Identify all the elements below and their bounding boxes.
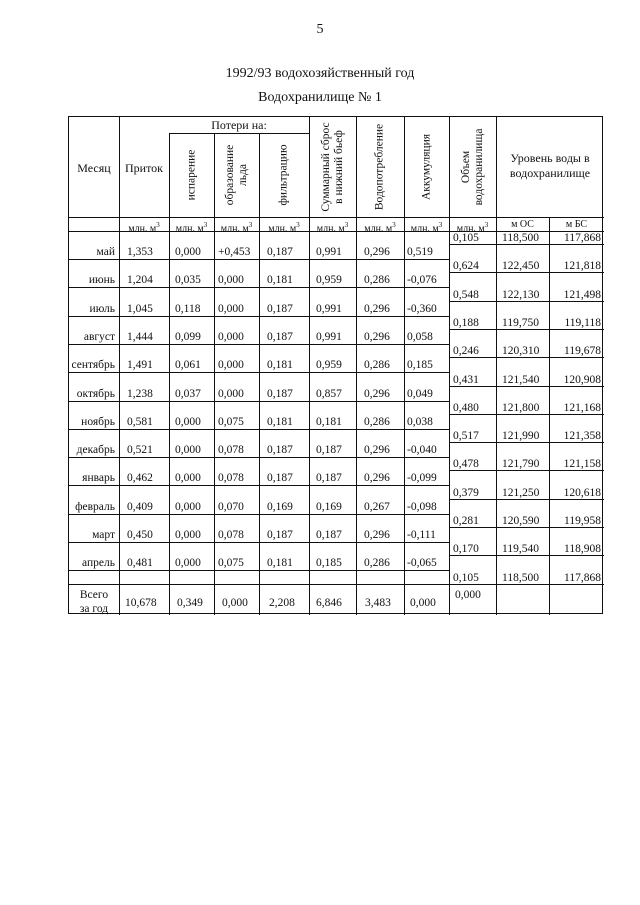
level-bs-cell: 119,958 — [564, 515, 601, 527]
document-subtitle: 1992/93 водохозяйственный год — [225, 66, 415, 81]
water-use-cell: 0,296 — [364, 331, 390, 343]
volume-cell: 0,105 — [453, 572, 479, 584]
volume-cell: 0,246 — [453, 345, 479, 357]
level-os-cell: 122,130 — [502, 289, 540, 301]
table-total-line — [69, 584, 604, 585]
inflow-cell: 0,581 — [127, 416, 153, 428]
level-bs-cell: 118,908 — [564, 543, 601, 555]
header-filtration: фильтрацию — [277, 144, 290, 206]
volume-cell: 0,548 — [453, 289, 479, 301]
water-use-cell: 0,286 — [364, 416, 390, 428]
table-row-line — [69, 429, 449, 430]
volume-cell: 0,281 — [453, 515, 479, 527]
inflow-cell: 1,238 — [127, 388, 153, 400]
month-name: декабрь — [76, 444, 115, 456]
discharge-cell: 0,185 — [316, 557, 342, 569]
level-os-cell: 119,540 — [502, 543, 539, 555]
ice-formation-cell: 0,075 — [218, 416, 244, 428]
accumulation-cell: -0,098 — [407, 501, 437, 513]
evaporation-cell: 0,037 — [175, 388, 201, 400]
accumulation-cell: -0,099 — [407, 472, 437, 484]
total-label: Всего за год — [79, 589, 109, 615]
evaporation-cell: 0,061 — [175, 359, 201, 371]
unit-label: млн. $м^3$ — [268, 221, 300, 235]
month-name: июль — [89, 303, 115, 315]
level-bs-cell: 119,678 — [564, 345, 601, 357]
evaporation-cell: 0,000 — [175, 529, 201, 541]
evaporation-cell: 0,035 — [175, 274, 201, 286]
inflow-cell: 0,521 — [127, 444, 153, 456]
accumulation-cell: 0,049 — [407, 388, 433, 400]
level-os-cell: 120,310 — [502, 345, 540, 357]
unit-label: млн. $м^3$ — [364, 221, 396, 235]
header-discharge: Суммарный сброс в нижний бьеф — [319, 122, 345, 212]
table-row-line — [69, 570, 449, 571]
table-row-line — [69, 316, 449, 317]
discharge-cell: 0,857 — [316, 388, 342, 400]
ice-formation-cell: 0,078 — [218, 529, 244, 541]
inflow-cell: 1,491 — [127, 359, 153, 371]
total-evaporation: 0,349 — [177, 597, 203, 609]
filtration-cell: 0,181 — [267, 359, 293, 371]
unit-m-os: м ОС — [511, 219, 534, 230]
total-accumulation: 0,000 — [410, 597, 436, 609]
month-name: апрель — [82, 557, 115, 569]
volume-cell: 0,431 — [453, 374, 479, 386]
filtration-cell: 0,181 — [267, 557, 293, 569]
inflow-cell: 1,204 — [127, 274, 153, 286]
ice-formation-cell: 0,000 — [218, 274, 244, 286]
filtration-cell: 0,187 — [267, 472, 293, 484]
filtration-cell: 0,187 — [267, 388, 293, 400]
inflow-cell: 0,462 — [127, 472, 153, 484]
table-row-line — [69, 344, 449, 345]
volume-cell: 0,379 — [453, 487, 479, 499]
inflow-cell: 1,353 — [127, 246, 153, 258]
level-bs-cell: 121,818 — [563, 260, 601, 272]
month-name: ноябрь — [81, 416, 115, 428]
level-bs-cell: 120,618 — [563, 487, 601, 499]
unit-label: млн. $м^3$ — [128, 221, 160, 235]
accumulation-cell: -0,076 — [407, 274, 437, 286]
unit-label: млн. $м^3$ — [456, 221, 489, 235]
inflow-cell: 0,409 — [127, 501, 153, 513]
evaporation-cell: 0,000 — [175, 557, 201, 569]
level-bs-cell: 121,168 — [563, 402, 601, 414]
table-row-line — [69, 457, 449, 458]
water-use-cell: 0,296 — [364, 303, 390, 315]
evaporation-cell: 0,000 — [175, 444, 201, 456]
table-col-line — [404, 117, 405, 615]
filtration-cell: 0,187 — [267, 529, 293, 541]
evaporation-cell: 0,000 — [175, 472, 201, 484]
water-use-cell: 0,286 — [364, 557, 390, 569]
header-ice-formation: образование льда — [223, 144, 249, 206]
unit-label: млн. $м^3$ — [410, 221, 443, 235]
accumulation-cell: -0,065 — [407, 557, 437, 569]
header-month: Месяц — [77, 161, 111, 175]
accumulation-cell: 0,185 — [407, 359, 433, 371]
table-row-line — [69, 372, 449, 373]
volume-cell: 0,480 — [453, 402, 479, 414]
water-use-cell: 0,296 — [364, 246, 390, 258]
total-ice-formation: 0,000 — [222, 597, 248, 609]
total-volume: 0,000 — [455, 589, 481, 601]
discharge-cell: 0,187 — [316, 529, 342, 541]
level-os-cell: 121,250 — [502, 487, 540, 499]
level-bs-cell: 121,158 — [563, 458, 601, 470]
unit-label: млн. $м^3$ — [220, 221, 253, 235]
discharge-cell: 0,959 — [316, 359, 342, 371]
evaporation-cell: 0,000 — [175, 416, 201, 428]
total-discharge: 6,846 — [316, 597, 342, 609]
level-os-cell: 121,990 — [502, 430, 540, 442]
inflow-cell: 1,444 — [127, 331, 153, 343]
ice-formation-cell: 0,000 — [218, 331, 244, 343]
level-os-cell: 120,590 — [502, 515, 540, 527]
volume-cell: 0,517 — [453, 430, 479, 442]
level-os-cell: 121,790 — [502, 458, 540, 470]
discharge-cell: 0,187 — [316, 444, 342, 456]
table-col-line — [309, 117, 310, 615]
month-name: июнь — [88, 274, 115, 286]
page-number: 5 — [316, 22, 324, 37]
water-use-cell: 0,296 — [364, 529, 390, 541]
accumulation-cell: -0,040 — [407, 444, 437, 456]
level-bs-cell: 119,118 — [564, 317, 601, 329]
filtration-cell: 0,187 — [267, 246, 293, 258]
table-row-line — [69, 259, 449, 260]
table-row-line — [69, 485, 449, 486]
table-row-line — [69, 542, 449, 543]
header-losses-group: Потери на: — [211, 118, 267, 132]
volume-cell: 0,105 — [453, 232, 479, 244]
level-os-cell: 119,750 — [502, 317, 539, 329]
water-use-cell: 0,296 — [364, 472, 390, 484]
water-use-cell: 0,296 — [364, 388, 390, 400]
inflow-cell: 0,481 — [127, 557, 153, 569]
filtration-cell: 0,187 — [267, 331, 293, 343]
accumulation-cell: -0,360 — [407, 303, 437, 315]
water-use-cell: 0,286 — [364, 274, 390, 286]
table-col-line — [356, 117, 357, 615]
ice-formation-cell: 0,075 — [218, 557, 244, 569]
unit-label: млн. $м^3$ — [316, 221, 349, 235]
accumulation-cell: 0,519 — [407, 246, 433, 258]
ice-formation-cell: +0,453 — [218, 246, 251, 258]
accumulation-cell: 0,058 — [407, 331, 433, 343]
header-water-use: Водопотребление — [373, 123, 386, 211]
discharge-cell: 0,187 — [316, 472, 342, 484]
ice-formation-cell: 0,000 — [218, 303, 244, 315]
water-balance-table — [68, 116, 603, 614]
inflow-cell: 1,045 — [127, 303, 153, 315]
header-inflow: Приток — [124, 161, 163, 175]
accumulation-cell: 0,038 — [407, 416, 433, 428]
ice-formation-cell: 0,070 — [218, 501, 244, 513]
discharge-cell: 0,181 — [316, 416, 342, 428]
table-row-line — [69, 287, 449, 288]
reservoir-title: Водохранилище № 1 — [258, 90, 382, 105]
level-os-cell: 118,500 — [502, 572, 539, 584]
month-name: январь — [82, 472, 115, 484]
table-row-line — [69, 401, 449, 402]
discharge-cell: 0,991 — [316, 331, 342, 343]
level-os-cell: 118,500 — [502, 232, 539, 244]
month-name: октябрь — [76, 388, 115, 400]
month-name: май — [96, 246, 115, 258]
filtration-cell: 0,181 — [267, 416, 293, 428]
volume-cell: 0,624 — [453, 260, 479, 272]
total-inflow: 10,678 — [125, 597, 157, 609]
water-use-cell: 0,267 — [364, 501, 390, 513]
inflow-cell: 0,450 — [127, 529, 153, 541]
filtration-cell: 0,187 — [267, 303, 293, 315]
evaporation-cell: 0,000 — [175, 246, 201, 258]
table-col-line — [449, 117, 450, 615]
water-use-cell: 0,296 — [364, 444, 390, 456]
header-accumulation: Аккумуляция — [420, 133, 432, 201]
level-bs-cell: 121,498 — [563, 289, 601, 301]
volume-cell: 0,188 — [453, 317, 479, 329]
table-col-line — [119, 117, 120, 615]
level-os-cell: 121,540 — [502, 374, 540, 386]
level-bs-cell: 120,908 — [563, 374, 601, 386]
ice-formation-cell: 0,078 — [218, 472, 244, 484]
level-bs-cell: 121,358 — [563, 430, 601, 442]
ice-formation-cell: 0,000 — [218, 388, 244, 400]
filtration-cell: 0,187 — [267, 444, 293, 456]
evaporation-cell: 0,099 — [175, 331, 201, 343]
unit-label: млн. $м^3$ — [175, 221, 208, 235]
discharge-cell: 0,169 — [316, 501, 342, 513]
header-water-level: Уровень воды в водохранилище — [509, 151, 591, 180]
evaporation-cell: 0,118 — [175, 303, 201, 315]
level-bs-cell: 117,868 — [564, 572, 601, 584]
evaporation-cell: 0,000 — [175, 501, 201, 513]
month-name: март — [92, 529, 115, 541]
volume-cell: 0,478 — [453, 458, 479, 470]
month-name: август — [83, 331, 115, 343]
level-os-cell: 122,450 — [502, 260, 540, 272]
total-water-use: 3,483 — [365, 597, 391, 609]
unit-m-bs: м БС — [565, 219, 588, 230]
month-name: сентябрь — [71, 359, 115, 371]
table-col-line — [496, 117, 497, 615]
level-bs-cell: 117,868 — [564, 232, 601, 244]
discharge-cell: 0,959 — [316, 274, 342, 286]
header-volume: Объем водохранилища — [459, 128, 485, 206]
discharge-cell: 0,991 — [316, 246, 342, 258]
table-row-line — [69, 514, 449, 515]
water-use-cell: 0,286 — [364, 359, 390, 371]
ice-formation-cell: 0,000 — [218, 359, 244, 371]
table-group-line — [169, 133, 309, 134]
filtration-cell: 0,169 — [267, 501, 293, 513]
filtration-cell: 0,181 — [267, 274, 293, 286]
ice-formation-cell: 0,078 — [218, 444, 244, 456]
accumulation-cell: -0,111 — [407, 529, 436, 541]
volume-cell: 0,170 — [453, 543, 479, 555]
total-filtration: 2,208 — [269, 597, 295, 609]
header-evaporation: испарение — [185, 149, 197, 201]
level-os-cell: 121,800 — [502, 402, 540, 414]
discharge-cell: 0,991 — [316, 303, 342, 315]
month-name: февраль — [75, 501, 115, 513]
